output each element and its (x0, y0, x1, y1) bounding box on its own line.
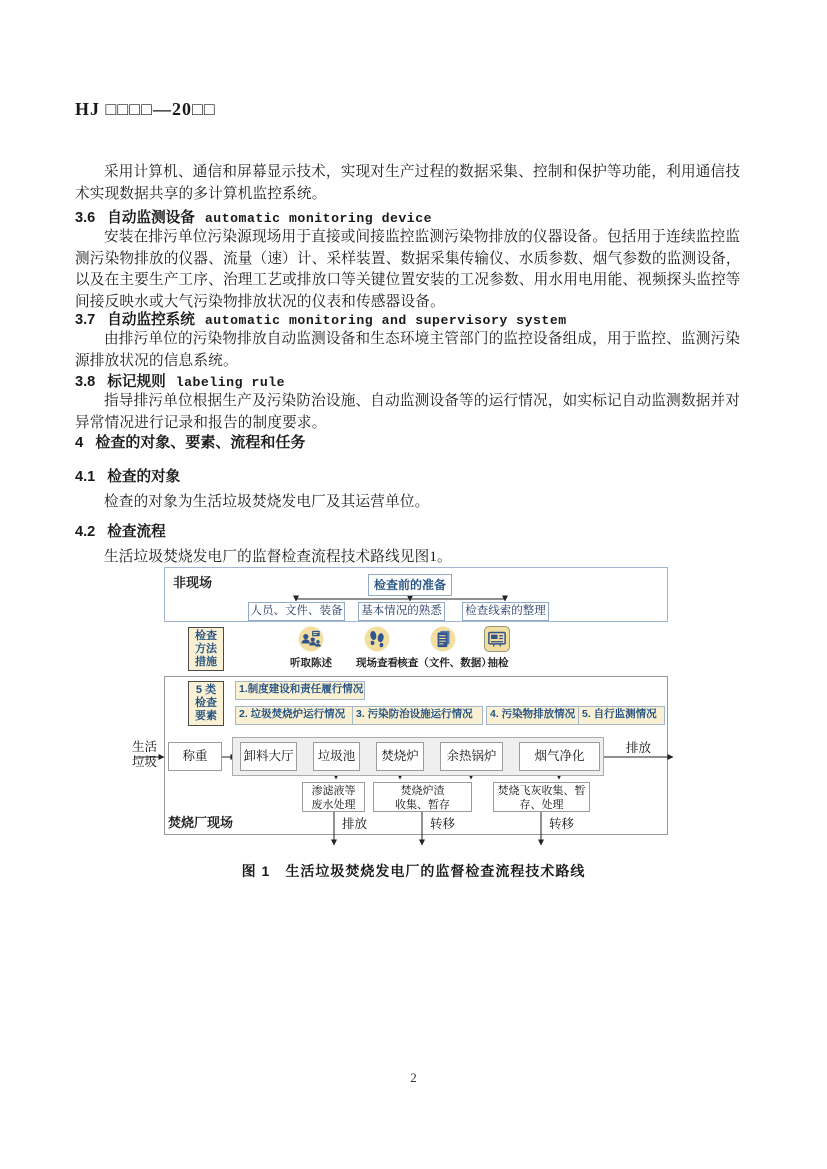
elements-tag-box (188, 681, 224, 726)
process-box-unloading-hall: 卸料大厅 (240, 742, 297, 771)
text-line: 源排放状况的信息系统。 (75, 352, 238, 369)
sub-box-line: 焚烧炉渣 (400, 785, 445, 797)
prep-child-box: 人员、文件、装备 (248, 602, 345, 621)
doc-number: HJ □□□□—20□□ (75, 99, 216, 119)
section-number: 4.1 (75, 469, 96, 485)
text-line: 安装在排污单位污染源现场用于直接或间接监控监测污染物排放的仪器设备。包括用于连续监控监 (104, 229, 741, 245)
method-label: 抽检 (487, 657, 509, 669)
elements-tag-line: 5 类 (195, 684, 217, 696)
method-tag-box (188, 627, 224, 671)
leachate-treatment-box (302, 782, 365, 812)
prep-child-box: 基本情况的熟悉 (358, 602, 445, 621)
sub-box-line: 废水处理 (311, 799, 356, 811)
fly-ash-collection-box (493, 782, 590, 812)
waste-input-line: 垃圾 (132, 754, 158, 769)
section-3-6-paragraph (75, 227, 741, 313)
prep-child-box: 检查线索的整理 (462, 602, 549, 621)
section-3-8-heading (75, 370, 285, 391)
element-box: 2. 垃圾焚烧炉运行情况 (235, 706, 353, 725)
emission-label: 排放 (626, 741, 652, 755)
process-box-incinerator: 焚烧炉 (376, 742, 424, 771)
method-label: 听取陈述 (290, 657, 332, 669)
waste-input-line: 生活 (132, 740, 158, 754)
figure-caption: 图 1 生活垃圾焚烧发电厂的监督检查流程技术路线 (241, 863, 586, 879)
element-box: 3. 污染防治设施运行情况 (352, 706, 483, 725)
sub-box-line: 渗滤液等 (311, 785, 356, 797)
section-4-2-heading (75, 520, 166, 541)
text-line: 间接反映水或大气污染物排放状况的仪表和传感器设备。 (75, 293, 445, 310)
process-box-waste-heat-boiler: 余热锅炉 (440, 742, 503, 771)
section-3-7-heading (75, 308, 567, 329)
text-line: 以及在主要生产工序、治理工艺或排放口等关键位置安装的工况参数、用水用电用能、视频探头监控等 (75, 272, 741, 288)
section-title-en: automatic monitoring device (204, 211, 433, 226)
section-title: 检查的对象 (107, 469, 181, 485)
section-number: 4 (75, 434, 84, 451)
method-label: 核查（文件、数据） (397, 657, 492, 669)
sub-box-line: 焚烧飞灰收集、暂 (497, 785, 586, 797)
section-title-en: automatic monitoring and supervisory system (204, 313, 567, 328)
slag-collection-box (373, 782, 472, 812)
section-title-zh: 自动监测设备 (107, 210, 195, 226)
text-line: 术实现数据共享的多计算机监控系统。 (75, 185, 327, 202)
waste-input-label (132, 740, 157, 769)
sub-box-line: 存、处理 (519, 799, 564, 811)
section-4-1-heading (75, 465, 180, 486)
section-number: 4.2 (75, 524, 96, 540)
text-line: 由排污单位的污染物排放自动监测设备和生态环境主管部门的监控设备组成，用于监控、监测污染 (104, 331, 741, 347)
footprints-icon (364, 626, 390, 652)
process-box-weighing: 称重 (168, 742, 222, 771)
method-tag-line: 措施 (195, 655, 217, 668)
section-number: 3.8 (75, 374, 96, 390)
text-line: 指导排污单位根据生产及污染防治设施、自动监测设备等的运行情况，如实标记自动监测数据并对 (104, 393, 741, 409)
section-4-1-paragraph: 检查的对象为生活垃圾焚烧发电厂及其运营单位。 (104, 494, 430, 510)
monitor-sampling-icon (484, 626, 510, 652)
section-3-7-paragraph (75, 329, 740, 372)
section-3-8-paragraph (75, 391, 740, 434)
section-title-en: labeling rule (175, 375, 286, 390)
element-box: 4. 污染物排放情况 (486, 706, 579, 725)
prep-box: 检查前的准备 (368, 574, 452, 596)
out-label: 排放 (342, 817, 368, 831)
section-number: 3.6 (75, 210, 96, 226)
section-3-6-heading (75, 206, 432, 227)
document-check-icon (430, 626, 456, 652)
sub-box-line: 收集、暂存 (395, 799, 450, 811)
out-label: 转移 (549, 817, 575, 831)
process-box-waste-pit: 垃圾池 (313, 742, 360, 771)
method-label: 现场查看 (356, 657, 398, 669)
people-discussion-icon (298, 626, 324, 652)
element-box: 5. 自行监测情况 (578, 706, 665, 725)
out-label: 转移 (430, 817, 456, 831)
text-line: 采用计算机、通信和屏幕显示技术，实现对生产过程的数据采集、控制和保护等功能，利用通信技 (104, 164, 741, 180)
text-line: 测污染物排放的仪器、流量（速）计、采样装置、数据采集传输仪、水质参数、烟气参数的监测设备， (75, 250, 741, 267)
section-title-zh: 标记规则 (107, 374, 166, 390)
onsite-zone-label: 焚烧厂现场 (168, 815, 234, 830)
process-box-flue-gas-cleaning: 烟气净化 (519, 742, 600, 771)
section-title: 检查的对象、要素、流程和任务 (95, 434, 306, 451)
method-tag-line: 检查 (195, 629, 217, 642)
intro-paragraph (75, 162, 740, 205)
page-number: 2 (410, 1070, 417, 1085)
elements-tag-line: 要素 (195, 710, 217, 722)
section-4-heading (75, 431, 305, 452)
section-4-2-paragraph: 生活垃圾焚烧发电厂的监督检查流程技术路线见图1。 (104, 549, 452, 565)
section-title: 检查流程 (107, 524, 166, 540)
elements-tag-line: 检查 (195, 697, 217, 709)
element-box: 1.制度建设和责任履行情况 (235, 681, 365, 700)
method-tag-line: 方法 (195, 642, 217, 655)
text-line: 异常情况进行记录和报告的制度要求。 (75, 414, 327, 431)
section-number: 3.7 (75, 312, 96, 328)
section-title-zh: 自动监控系统 (107, 312, 195, 328)
offsite-zone-label: 非现场 (173, 575, 213, 590)
